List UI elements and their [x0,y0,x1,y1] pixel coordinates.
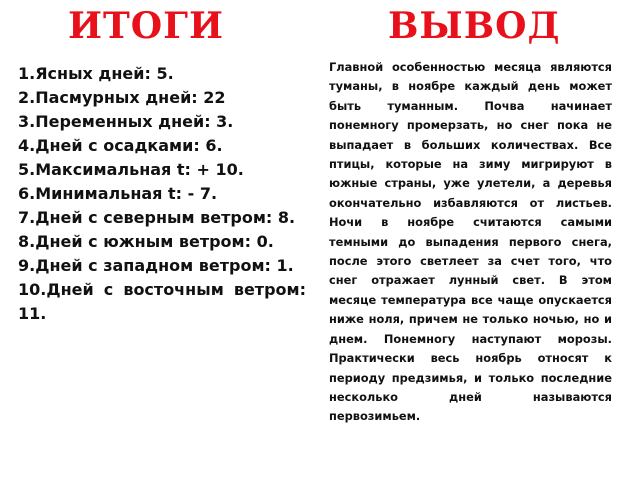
results-heading: ИТОГИ [68,5,225,47]
result-item: 6.Минимальная t: - 7. [18,184,218,203]
result-item: 2.Пасмурных дней: 22 [18,88,226,107]
result-item: 8.Дней с южным ветром: 0. [18,232,274,251]
result-item: 9.Дней с западном ветром: 1. [18,256,294,275]
result-item: 7.Дней с северным ветром: 8. [18,208,296,227]
result-item: 4.Дней с осадками: 6. [18,136,223,155]
result-item: 3.Переменных дней: 3. [18,112,234,131]
result-item: 5.Максимальная t: + 10. [18,160,244,179]
result-item: 1.Ясных дней: 5. [18,64,174,83]
conclusion-text: Главной особенностью месяца являются туманы, в ноябре каждый день может быть туманным. Почва начинает понемногу промерзать, но снег пока не выпадает в больших количествах. Все птицы, которые на зиму мигрируют в южные страны, уже улетели, а деревья окончательно избавляются от листьев. Ночи в ноябре считаются самыми темными до выпадения первого снега, после этого светлеет за счет того, что снег отражает лунный свет. В этом месяце температура все чаще опускается ниже ноля, причем не только ночью, но и днем. Понемногу наступают морозы. Практически весь ноябрь относят к периоду предзимья, и только последние несколько дней называются первозимьем. [329,60,612,424]
results-list [18,62,306,326]
result-item: 10.Дней с восточным ветром: 11. [18,280,306,323]
conclusion-heading: ВЫВОД [388,5,561,47]
